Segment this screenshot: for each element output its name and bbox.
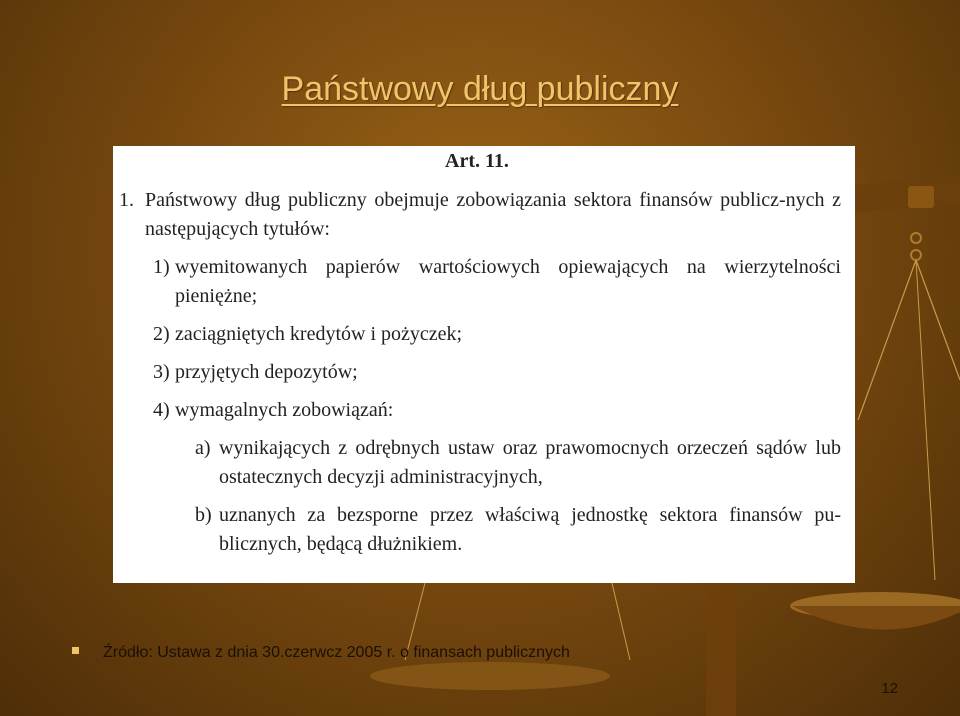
bullet-icon: [72, 647, 79, 654]
sub-item-text: uznanych za bezsporne przez właściwą jednostkę sektora finansów pu-blicznych, będącą dłużnikiem.: [219, 504, 841, 555]
paragraph-number: 1.: [119, 189, 134, 211]
item-number: 1): [153, 256, 170, 278]
sub-item: [113, 434, 841, 492]
sub-item-letter: a): [195, 437, 211, 459]
item-text: wymagalnych zobowiązań:: [175, 399, 394, 421]
item-number: 4): [153, 399, 170, 421]
list-item: [113, 396, 841, 425]
item-text: przyjętych depozytów;: [175, 361, 358, 383]
list-item: [113, 320, 841, 349]
legal-text-excerpt: [113, 146, 855, 583]
source-note: [72, 644, 570, 662]
list-item: [113, 253, 841, 311]
item-text: zaciągniętych kredytów i pożyczek;: [175, 323, 463, 345]
item-number: 3): [153, 361, 170, 383]
page-number: 12: [881, 680, 898, 697]
list-item: [113, 358, 841, 387]
article-heading: Art. 11.: [445, 150, 509, 172]
sub-item-letter: b): [195, 504, 212, 526]
paragraph-1: [119, 186, 841, 244]
slide-title: Państwowy dług publiczny: [281, 70, 679, 108]
item-text: wyemitowanych papierów wartościowych opiewających na wierzytelności pieniężne;: [175, 256, 841, 307]
sub-item-text: wynikających z odrębnych ustaw oraz prawomocnych orzeczeń sądów lub ostatecznych decyzji administracyjnych,: [219, 437, 841, 488]
source-text: Źródło: Ustawa z dnia 30.czerwcz 2005 r. o finansach publicznych: [103, 644, 570, 661]
paragraph-text: Państwowy dług publiczny obejmuje zobowiązania sektora finansów publicz-nych z następujących tytułów:: [145, 189, 841, 240]
item-number: 2): [153, 323, 170, 345]
sub-item: [113, 501, 841, 559]
